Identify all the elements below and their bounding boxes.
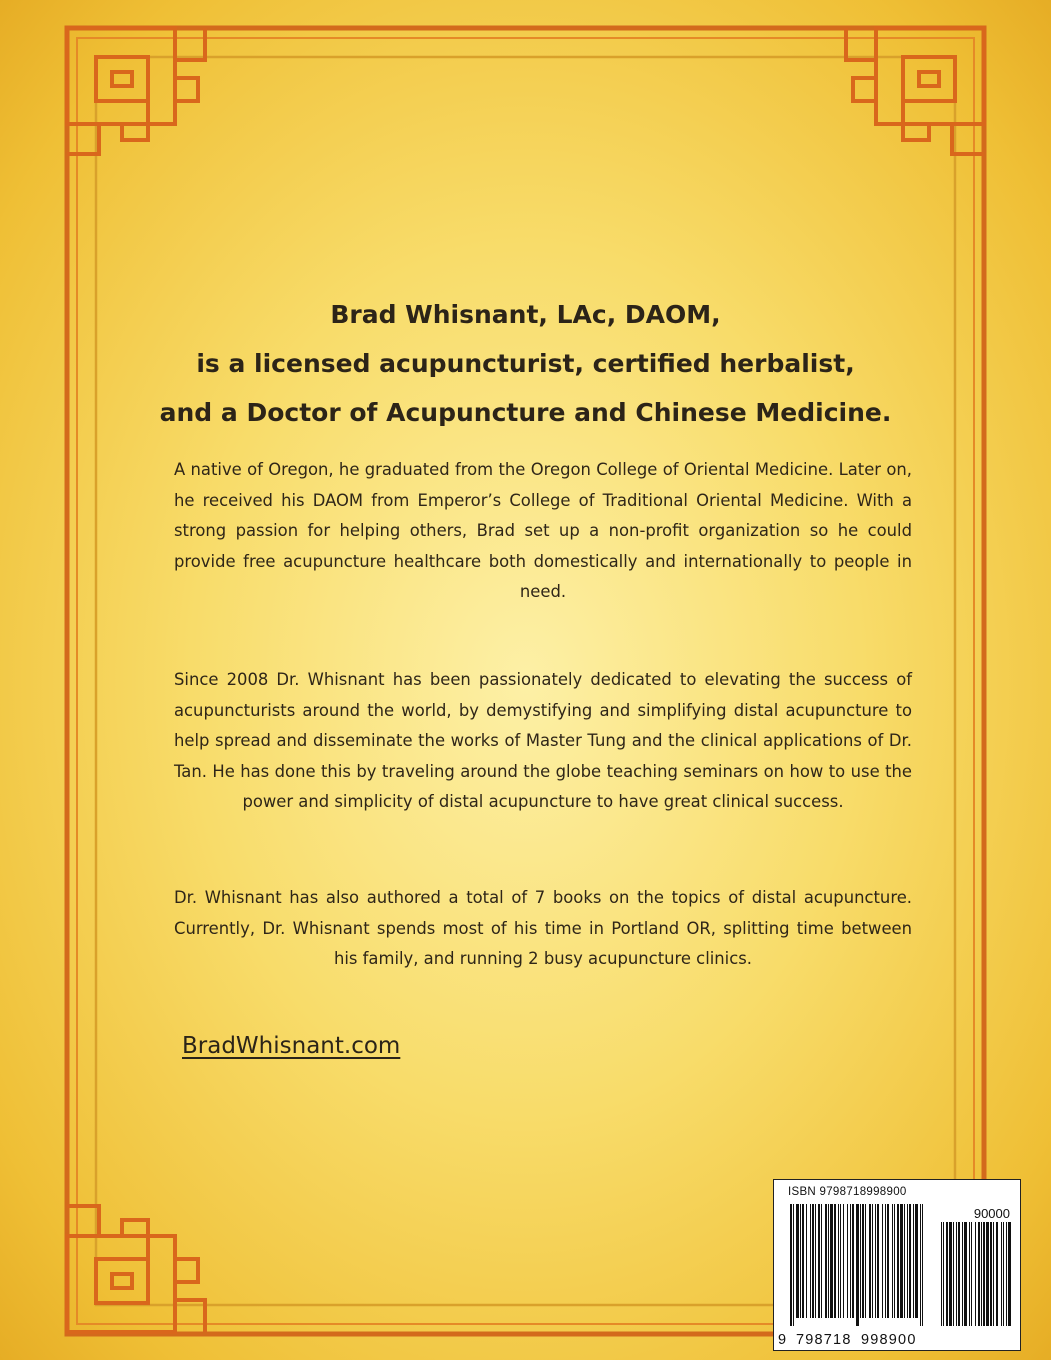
barcode-bar: [847, 1204, 848, 1318]
barcode-bar: [862, 1204, 864, 1318]
barcode-bar: [865, 1204, 866, 1318]
barcode-bar: [802, 1204, 804, 1318]
barcode-bar: [897, 1204, 899, 1318]
website-link[interactable]: BradWhisnant.com: [182, 1033, 401, 1059]
barcode-bar: [872, 1204, 873, 1318]
barcode-bar: [793, 1204, 794, 1326]
barcode-bar: [909, 1204, 911, 1318]
barcode-bar: [892, 1204, 893, 1318]
barcode-digit-group-2: 998900: [861, 1332, 917, 1348]
addon-barcode-bar: [981, 1222, 982, 1326]
addon-barcode-bar: [949, 1222, 952, 1326]
addon-barcode-bar: [1001, 1222, 1002, 1326]
barcode-bar: [920, 1204, 921, 1326]
barcode-bar: [843, 1204, 844, 1318]
addon-barcode-bar: [943, 1222, 944, 1326]
barcode-bar: [838, 1204, 839, 1318]
barcode-bar: [834, 1204, 836, 1318]
barcode-bar: [850, 1204, 851, 1318]
isbn-label: ISBN 9798718998900: [788, 1186, 907, 1198]
lattice-corner-ornament-icon: [67, 1206, 205, 1332]
addon-barcode-bar: [964, 1222, 967, 1326]
addon-barcode-bar: [946, 1222, 948, 1326]
price-code: 90000: [973, 1206, 1010, 1221]
barcode-bar: [869, 1204, 871, 1318]
barcode-bar: [856, 1204, 859, 1326]
addon-barcode-bar: [1003, 1222, 1004, 1326]
barcode-bar: [821, 1204, 822, 1318]
addon-barcode-bar: [1006, 1222, 1007, 1326]
barcode-bar: [800, 1204, 801, 1318]
barcode-bar: [922, 1204, 923, 1326]
barcode-bar: [913, 1204, 914, 1318]
barcode-bar: [875, 1204, 876, 1318]
barcode-digit-group-1: 798718: [796, 1332, 852, 1348]
addon-barcode-bar: [996, 1222, 998, 1326]
barcode-bar: [877, 1204, 879, 1318]
addon-barcode-bar: [969, 1222, 970, 1326]
isbn-barcode-box: [773, 1179, 1021, 1351]
barcode-bar: [840, 1204, 841, 1318]
barcode-bar: [812, 1204, 814, 1318]
bio-paragraph-2: [174, 665, 912, 818]
addon-barcode-bar: [941, 1222, 942, 1326]
barcode-bar: [790, 1204, 792, 1326]
addon-barcode-bar: [956, 1222, 957, 1326]
bio-paragraph-3: [174, 883, 912, 975]
bio-paragraph-1: [174, 455, 912, 608]
barcode-bar: [904, 1204, 905, 1318]
barcode-bar: [907, 1204, 908, 1318]
barcode-bar: [900, 1204, 903, 1318]
barcode-bar: [825, 1204, 827, 1318]
addon-barcode-bar: [1008, 1222, 1011, 1326]
lattice-corner-ornament-icon: [67, 28, 205, 154]
barcode-bar: [796, 1204, 799, 1318]
barcode-bar: [887, 1204, 889, 1318]
headline-line-2: is a licensed acupuncturist, certified herbalist,: [196, 349, 855, 378]
barcode-bar: [806, 1204, 807, 1318]
headline-line-1: Brad Whisnant, LAc, DAOM,: [330, 300, 721, 329]
lattice-corner-ornament-icon: [846, 28, 984, 154]
addon-barcode-bar: [983, 1222, 985, 1326]
bio-paragraph-1-text: A native of Oregon, he graduated from the Oregon College of Oriental Medicine. Later on, he received his DAOM from Emperor’s College of Traditional Oriental Medicine. With a strong passion for helping others, Brad set up a non-profit organization so he could provide free acupuncture healthcare both domestically and internationally to people in need.: [174, 460, 912, 601]
addon-barcode-bar: [958, 1222, 960, 1326]
addon-barcode-bar: [962, 1222, 963, 1326]
barcode-digit-lead: 9: [778, 1332, 788, 1348]
addon-barcode-bar: [986, 1222, 989, 1326]
barcode-bar: [894, 1204, 895, 1318]
addon-barcode-bar: [971, 1222, 972, 1326]
barcode-bar: [852, 1204, 854, 1318]
barcode-bar: [815, 1204, 816, 1318]
bio-paragraph-3-text: Dr. Whisnant has also authored a total of 7 books on the topics of distal acupuncture. Currently, Dr. Whisnant spends most of his time in Portland OR, splitting time between his family, and running 2 busy acupuncture clinics.: [174, 888, 912, 968]
barcode-bar: [915, 1204, 918, 1318]
barcode-bar: [860, 1204, 861, 1318]
barcode-bar: [830, 1204, 833, 1318]
addon-barcode-bar: [975, 1222, 976, 1326]
addon-barcode-bar: [990, 1222, 992, 1326]
barcode-bar: [828, 1204, 829, 1318]
addon-barcode-bar: [978, 1222, 980, 1326]
barcode-bar: [810, 1204, 811, 1318]
addon-barcode-bar: [953, 1222, 954, 1326]
headline-line-3: and a Doctor of Acupuncture and Chinese Medicine.: [159, 398, 892, 427]
author-headline: [0, 290, 1051, 437]
addon-barcode-bar: [993, 1222, 994, 1326]
bio-paragraph-2-text: Since 2008 Dr. Whisnant has been passionately dedicated to elevating the success of acupuncturists around the world, by demystifying and simplifying distal acupuncture to help spread and disseminate the works of Master Tung and the clinical applications of Dr. Tan. He has done this by traveling around the globe teaching seminars on how to use the power and simplicity of distal acupuncture to have great clinical success.: [174, 670, 912, 811]
barcode-bar: [885, 1204, 886, 1318]
barcode-bar: [818, 1204, 820, 1318]
barcode-bar: [882, 1204, 883, 1318]
